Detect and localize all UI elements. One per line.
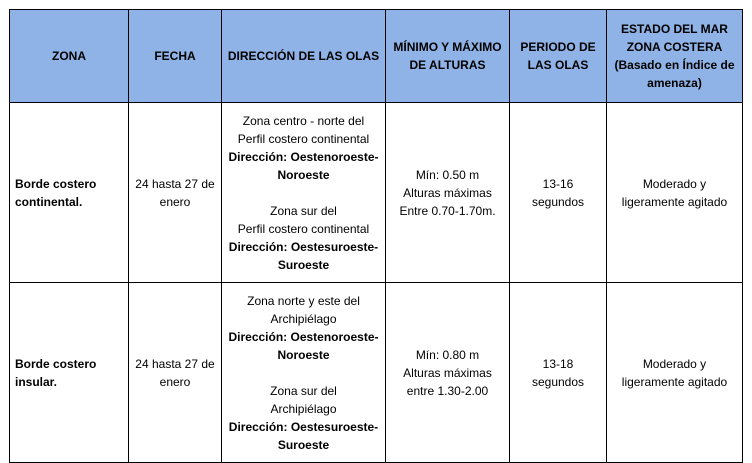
direccion-cell: Zona norte y este del Archipiélago Dirección: Oestenoroeste- Noroeste Zona sur del Archipiélago Dirección: Oestesuroeste- Suroeste: [222, 283, 386, 463]
header-fecha: FECHA: [129, 10, 222, 103]
header-direccion: DIRECCIÓN DE LAS OLAS: [222, 10, 386, 103]
fecha-cell: 24 hasta 27 de enero: [129, 283, 222, 463]
zona-cell: Borde costero insular.: [10, 283, 129, 463]
alturas-cell: Mín: 0.80 m Alturas máximas entre 1.30-2.00: [386, 283, 510, 463]
header-zona: ZONA: [10, 10, 129, 103]
header-periodo: PERIODO DE LAS OLAS: [510, 10, 607, 103]
header-alturas: MÍNIMO Y MÁXIMO DE ALTURAS: [386, 10, 510, 103]
table-row: [10, 103, 743, 283]
table-row: [10, 283, 743, 463]
zona-cell: Borde costero continental.: [10, 103, 129, 283]
header-estado: ESTADO DEL MAR ZONA COSTERA (Basado en Índice de amenaza): [607, 10, 743, 103]
forecast-table: [9, 9, 743, 463]
periodo-cell: 13-18 segundos: [510, 283, 607, 463]
fecha-cell: 24 hasta 27 de enero: [129, 103, 222, 283]
estado-cell: Moderado y ligeramente agitado: [607, 103, 743, 283]
periodo-cell: 13-16 segundos: [510, 103, 607, 283]
alturas-cell: Mín: 0.50 m Alturas máximas Entre 0.70-1.70m.: [386, 103, 510, 283]
direccion-cell: Zona centro - norte del Perfil costero continental Dirección: Oestenoroeste- Noroeste Zona sur del Perfil costero continental Dirección: Oestesuroeste- Suroeste: [222, 103, 386, 283]
estado-cell: Moderado y ligeramente agitado: [607, 283, 743, 463]
header-row: [10, 10, 743, 103]
